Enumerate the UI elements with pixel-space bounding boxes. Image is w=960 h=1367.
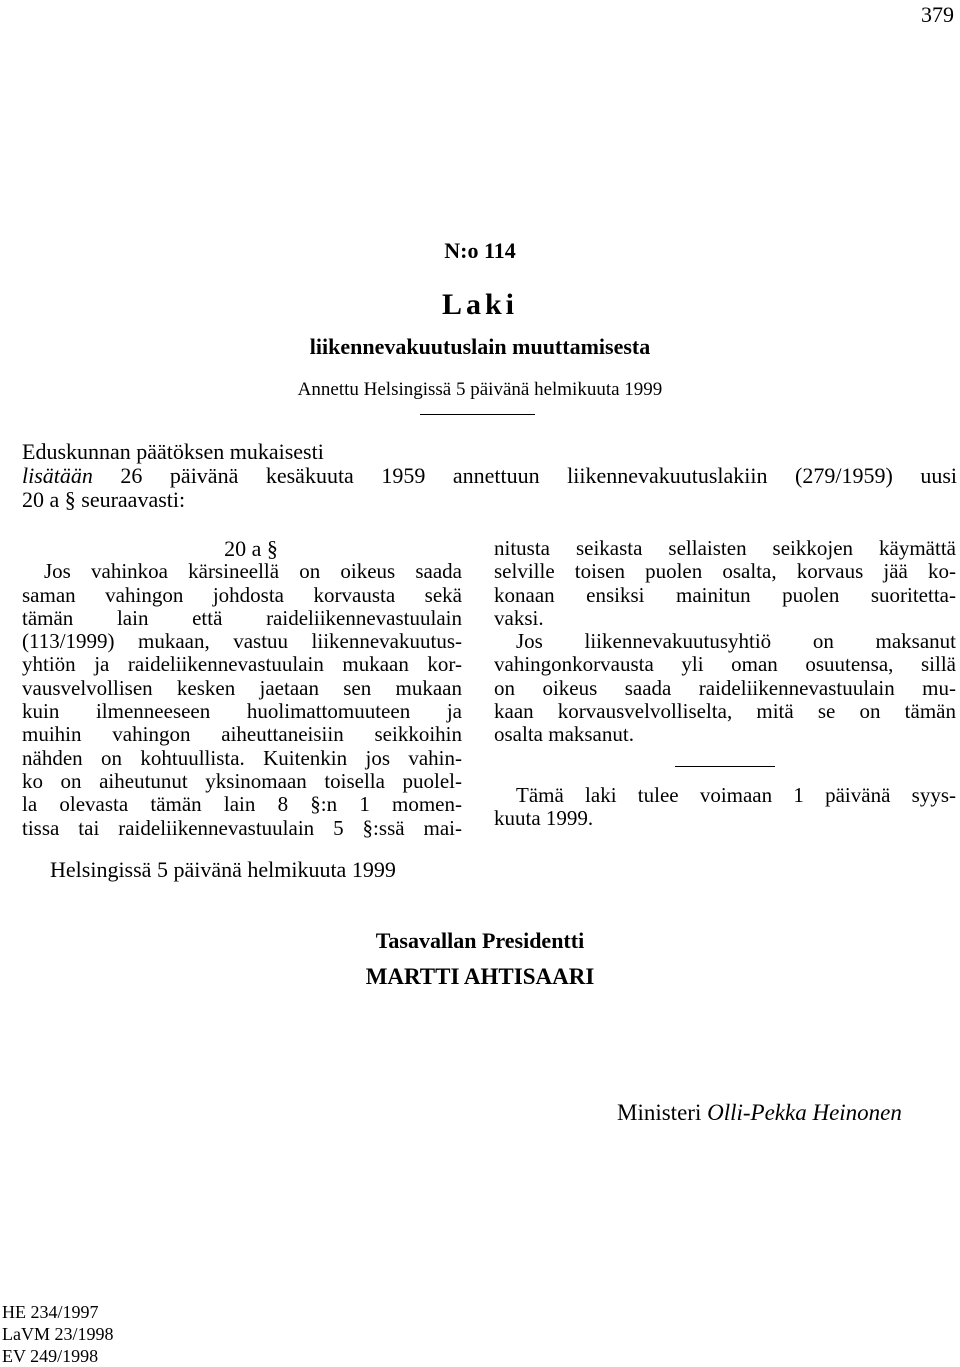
enactment-line: Eduskunnan päätöksen mukaisesti (22, 439, 324, 464)
section-text-right-paragraph-2 (494, 630, 956, 746)
statute-number: N:o 114 (444, 238, 516, 263)
minister-name: Olli-Pekka Heinonen (707, 1100, 902, 1125)
text-line: Jos vahinkoa kärsineellä on oikeus saada (44, 559, 462, 584)
minister-signature (617, 1100, 902, 1126)
text-line: muihin vahingon aiheuttaneisiin seikkoihin (22, 722, 462, 747)
text-line: Tämä laki tulee voimaan 1 päivänä syys- (516, 782, 956, 807)
text-line: saman vahingon johdosta korvausta sekä (22, 582, 462, 607)
text-line: kuin ilmenneeseen huolimattomuuteen ja (22, 699, 462, 724)
enactment-clause (22, 440, 957, 512)
reference-item: LaVM 23/1998 (2, 1324, 114, 1344)
left-column (22, 537, 462, 840)
text-line: (113/1999) mukaan, vastuu liikennevakuutus- (22, 629, 462, 654)
section-text-right-paragraph-1 (494, 537, 956, 630)
president-name: MARTTI AHTISAARI (365, 964, 595, 989)
amendment-section-line: 20 a § seuraavasti: (22, 487, 186, 512)
text-line: yhtiön ja raideliikennevastuulain mukaan kor- (22, 652, 462, 677)
text-line: konaan ensiksi mainitun puolen suoritetta- (494, 582, 956, 607)
text-line: tämän lain että raideliikennevastuulain (22, 605, 462, 630)
amendment-line (22, 464, 957, 488)
page-number: 379 (921, 2, 954, 27)
text-line: kaan korvausvelvolliselta, mitä se on tämän (494, 699, 956, 724)
text-line: on oikeus saada raideliikennevastuulain mu- (494, 675, 956, 700)
section-heading: 20 a § (224, 536, 278, 561)
text-line: kuuta 1999. (494, 805, 594, 830)
text-line: nitusta seikasta sellaisten seikkojen käymättä (494, 536, 956, 560)
place-and-date: Helsingissä 5 päivänä helmikuuta 1999 (50, 857, 396, 882)
given-date: Annettu Helsingissä 5 päivänä helmikuuta 1999 (297, 379, 663, 400)
reference-item: HE 234/1997 (2, 1302, 99, 1322)
section-text-left (22, 560, 462, 840)
amendment-text: 26 päivänä kesäkuuta 1959 annettuun liikennevakuutuslakiin (279/1959) uusi (92, 463, 957, 488)
text-line: vaksi. (494, 605, 544, 630)
entry-into-force (494, 784, 956, 831)
reference-item: EV 249/1998 (2, 1346, 99, 1366)
text-line: ko on aiheutunut yksinomaan toisella puolel- (22, 768, 462, 793)
minister-label: Ministeri (617, 1100, 702, 1125)
text-line: nähden on kohtuullista. Kuitenkin jos vahin- (22, 745, 462, 770)
text-line: osalta maksanut. (494, 722, 634, 747)
section-divider-rule (675, 766, 775, 767)
text-line: selville toisen puolen osalta, korvaus jää ko- (494, 559, 956, 584)
law-title: Laki (441, 288, 519, 321)
president-title: Tasavallan Presidentti (375, 928, 585, 953)
text-line: Jos liikennevakuutusyhtiö on maksanut (516, 629, 956, 654)
references (2, 1301, 114, 1367)
text-line: vahingonkorvausta yli oman osuutensa, sillä (494, 652, 956, 677)
divider-rule (420, 414, 535, 415)
text-line: vausvelvollisen kesken jaetaan sen mukaan (22, 675, 462, 700)
amendment-verb: lisätään (22, 463, 93, 488)
text-line: tissa tai raideliikennevastuulain 5 §:ssä mai- (22, 815, 462, 840)
law-subtitle: liikennevakuutuslain muuttamisesta (309, 334, 651, 359)
text-line: la olevasta tämän lain 8 §:n 1 momen- (22, 792, 462, 817)
right-column (494, 537, 956, 830)
